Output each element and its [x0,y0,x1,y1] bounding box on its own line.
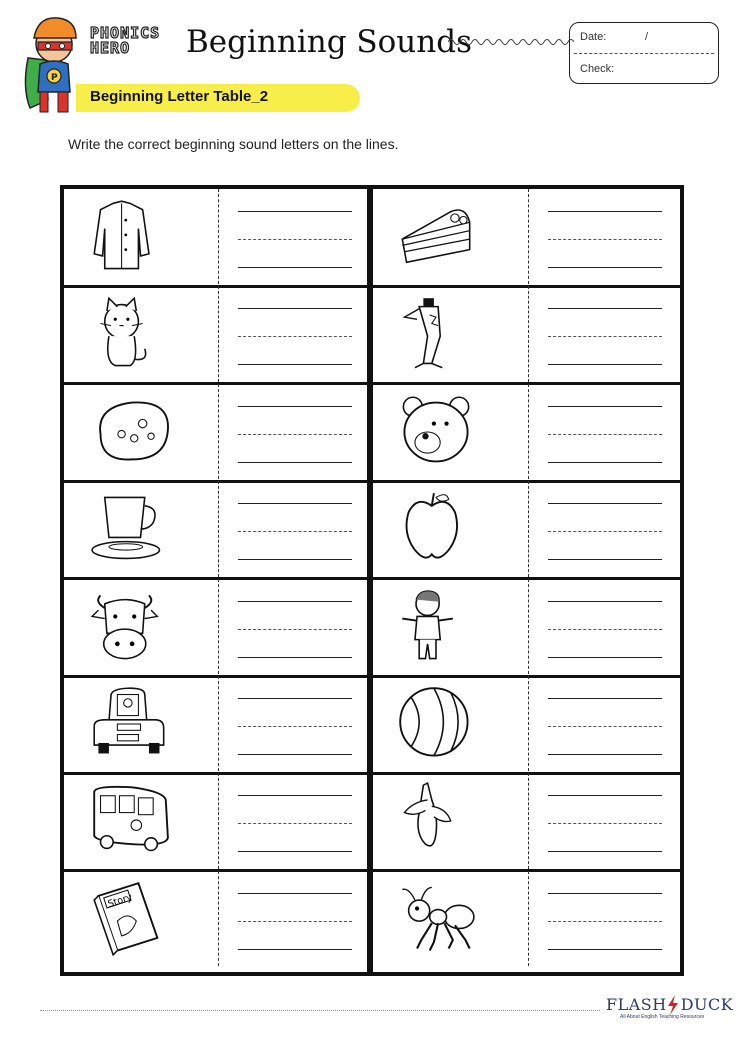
cell-separator [218,676,219,771]
ball-icon [396,684,476,764]
writing-line-top[interactable] [238,893,352,894]
cell-separator [218,481,219,576]
writing-line-top[interactable] [548,893,662,894]
writing-line-base[interactable] [238,657,352,658]
row-divider [60,675,684,678]
writing-line-top[interactable] [548,308,662,309]
writing-line-top[interactable] [548,795,662,796]
book-icon [90,879,170,959]
writing-line-top[interactable] [548,698,662,699]
cell-separator [528,481,529,576]
worksheet-subtitle: Beginning Letter Table_2 [90,88,269,105]
cell-separator [528,384,529,479]
writing-line-top[interactable] [238,698,352,699]
writing-line-mid[interactable] [238,823,352,824]
writing-line-top[interactable] [548,601,662,602]
writing-line-top[interactable] [238,308,352,309]
row-divider [60,285,684,288]
cell-separator [528,579,529,674]
svg-text:P: P [51,73,58,83]
page-title: Beginning Sounds [186,24,472,60]
cell-separator [218,579,219,674]
writing-line-mid[interactable] [238,629,352,630]
cow-icon [90,587,170,667]
writing-line-mid[interactable] [548,531,662,532]
writing-line-base[interactable] [548,949,662,950]
writing-line-base[interactable] [238,267,352,268]
writing-line-base[interactable] [238,462,352,463]
row-divider [60,382,684,385]
cup-icon [90,489,170,569]
writing-line-base[interactable] [548,559,662,560]
footer-divider [40,1010,600,1011]
cell-separator [218,189,219,284]
cell-separator [528,676,529,771]
writing-line-mid[interactable] [238,921,352,922]
pie-icon [396,197,476,277]
apple-icon [396,489,476,569]
ant-icon [396,879,476,959]
cell-separator [218,286,219,381]
coat-icon [90,197,170,277]
writing-line-base[interactable] [238,364,352,365]
writing-line-base[interactable] [548,364,662,365]
cell-separator [218,773,219,868]
writing-line-top[interactable] [548,503,662,504]
cell-separator [528,286,529,381]
svg-text:Story: Story [106,891,134,910]
column-divider [367,185,373,976]
bolt-icon [666,995,680,1015]
cell-separator [218,384,219,479]
writing-line-base[interactable] [548,267,662,268]
boy-icon [396,587,476,667]
writing-line-base[interactable] [548,462,662,463]
writing-line-mid[interactable] [548,921,662,922]
instruction-text: Write the correct beginning sound letters on the lines. [68,136,399,152]
car-icon [90,684,170,764]
cookie-icon [90,392,170,472]
date-check-box [569,22,719,84]
writing-line-mid[interactable] [548,726,662,727]
cell-separator [528,189,529,284]
cell-separator [528,773,529,868]
writing-line-mid[interactable] [548,823,662,824]
row-divider [60,772,684,775]
writing-line-base[interactable] [548,657,662,658]
cell-separator [218,871,219,966]
cell-separator [528,871,529,966]
writing-line-base[interactable] [238,851,352,852]
writing-line-mid[interactable] [238,434,352,435]
writing-line-mid[interactable] [238,531,352,532]
writing-line-top[interactable] [238,211,352,212]
writing-line-mid[interactable] [548,336,662,337]
writing-line-base[interactable] [238,559,352,560]
flashduck-logo: FLASH DUCK All About English Teaching Resources [606,995,734,1020]
writing-line-top[interactable] [238,601,352,602]
writing-line-mid[interactable] [548,239,662,240]
writing-line-base[interactable] [238,949,352,950]
banana-icon [396,781,476,861]
cat-icon [90,294,170,374]
writing-line-mid[interactable] [548,629,662,630]
writing-line-top[interactable] [548,406,662,407]
check-label: Check: [580,63,615,75]
date-separator: / [645,31,649,43]
phonics-hero-logo: PHONICS HERO [90,24,161,57]
writing-line-top[interactable] [238,503,352,504]
writing-line-mid[interactable] [238,336,352,337]
writing-line-mid[interactable] [548,434,662,435]
bus-icon [90,781,170,861]
writing-line-mid[interactable] [238,726,352,727]
row-divider [60,577,684,580]
bear-icon [396,392,476,472]
date-label: Date: [580,31,607,43]
row-divider [60,480,684,483]
writing-line-top[interactable] [548,211,662,212]
writing-line-top[interactable] [238,406,352,407]
writing-line-base[interactable] [548,754,662,755]
writing-line-base[interactable] [548,851,662,852]
squiggle-divider [448,36,574,48]
writing-line-base[interactable] [238,754,352,755]
logo-tagline: All About English Teaching Resources [620,1014,705,1020]
writing-line-mid[interactable] [238,239,352,240]
alligator-icon [396,294,476,374]
row-divider [60,869,684,872]
writing-line-top[interactable] [238,795,352,796]
subtitle-banner [76,84,360,112]
